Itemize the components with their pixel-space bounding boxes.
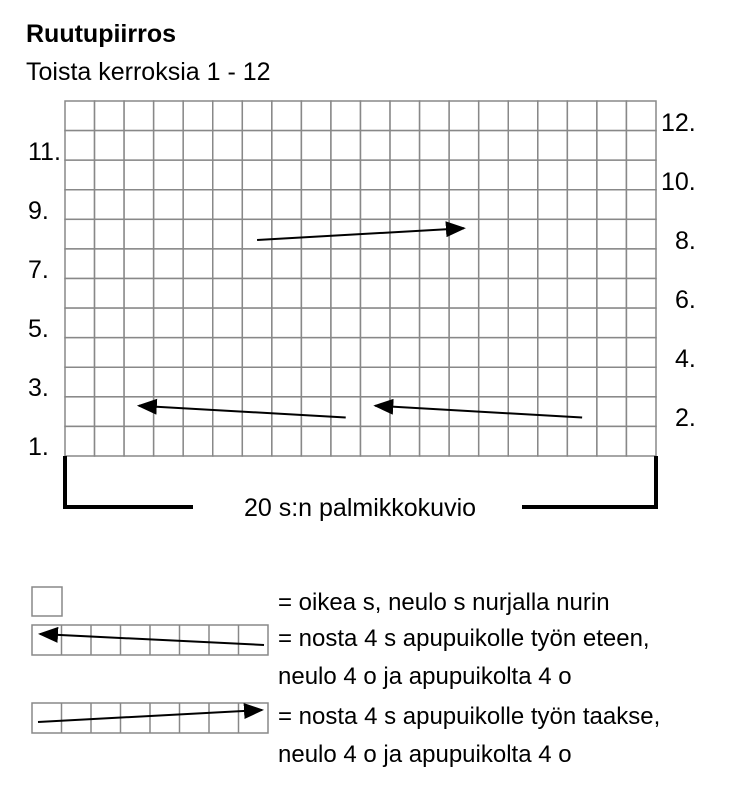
grid-cell xyxy=(95,131,125,161)
grid-cell xyxy=(95,160,125,190)
grid-cell xyxy=(508,249,538,279)
grid-cell xyxy=(420,249,450,279)
grid-cell xyxy=(508,219,538,249)
grid-cell xyxy=(301,279,331,309)
grid-cell xyxy=(95,190,125,220)
grid-cell xyxy=(479,426,509,456)
grid-cell xyxy=(420,219,450,249)
grid-cell xyxy=(272,190,302,220)
grid-cell xyxy=(183,131,213,161)
grid-cell xyxy=(449,160,479,190)
grid-cell xyxy=(567,249,597,279)
grid-cell xyxy=(538,190,568,220)
row-label-1: 1. xyxy=(28,433,49,461)
grid-cell xyxy=(420,279,450,309)
grid-cell xyxy=(626,160,656,190)
grid-cell xyxy=(626,367,656,397)
grid-cell xyxy=(183,308,213,338)
legend-cable-right-icon xyxy=(32,703,268,733)
grid-cell xyxy=(301,249,331,279)
grid-cell xyxy=(95,426,125,456)
grid-cell xyxy=(597,308,627,338)
grid-cell xyxy=(390,367,420,397)
grid-cell xyxy=(124,249,154,279)
grid-cell xyxy=(183,426,213,456)
grid-cell xyxy=(449,131,479,161)
grid-cell xyxy=(361,308,391,338)
grid-cell xyxy=(65,190,95,220)
chart-title: Ruutupiirros xyxy=(26,20,176,48)
grid-cell xyxy=(538,397,568,427)
grid-cell xyxy=(508,367,538,397)
grid-cell xyxy=(272,338,302,368)
grid-cell xyxy=(95,101,125,131)
grid-cell xyxy=(508,426,538,456)
grid-cell xyxy=(272,397,302,427)
grid-cell xyxy=(538,308,568,338)
grid-cell xyxy=(361,279,391,309)
grid-cell xyxy=(242,367,272,397)
grid-cell xyxy=(65,101,95,131)
grid-cell xyxy=(449,279,479,309)
grid-cell xyxy=(65,249,95,279)
grid-cell xyxy=(597,249,627,279)
grid-cell xyxy=(449,367,479,397)
grid-cell xyxy=(390,160,420,190)
grid-cell xyxy=(65,397,95,427)
grid-cell xyxy=(508,190,538,220)
grid-cell xyxy=(95,367,125,397)
grid-cell xyxy=(213,249,243,279)
grid-cell xyxy=(626,219,656,249)
grid-cell xyxy=(567,190,597,220)
grid-cell xyxy=(124,160,154,190)
grid-cell xyxy=(508,101,538,131)
grid-cell xyxy=(538,101,568,131)
grid-cell xyxy=(597,338,627,368)
grid-cell xyxy=(65,367,95,397)
legend-knit-text: = oikea s, neulo s nurjalla nurin xyxy=(278,589,610,616)
chart-subtitle: Toista kerroksia 1 - 12 xyxy=(26,58,271,86)
grid-cell xyxy=(626,249,656,279)
grid-cell xyxy=(301,308,331,338)
grid-cell xyxy=(213,308,243,338)
grid-cell xyxy=(65,160,95,190)
grid-cell xyxy=(183,397,213,427)
grid-cell xyxy=(183,219,213,249)
grid-cell xyxy=(154,101,184,131)
legend-cable-left-icon xyxy=(32,625,268,655)
grid-cell xyxy=(597,160,627,190)
grid-cell xyxy=(479,279,509,309)
grid-cell xyxy=(242,338,272,368)
grid-cell xyxy=(597,279,627,309)
grid-cell xyxy=(479,101,509,131)
grid-cell xyxy=(272,219,302,249)
grid-cell xyxy=(420,131,450,161)
grid-cell xyxy=(449,219,479,249)
grid-cell xyxy=(449,101,479,131)
grid-cell xyxy=(301,101,331,131)
grid-cell xyxy=(626,338,656,368)
grid-cell xyxy=(361,190,391,220)
grid-cell xyxy=(124,367,154,397)
grid-cell xyxy=(331,338,361,368)
grid-cell xyxy=(272,249,302,279)
grid-cell xyxy=(420,101,450,131)
grid-cell xyxy=(449,249,479,279)
grid-cell xyxy=(449,338,479,368)
grid-cell xyxy=(213,101,243,131)
grid-cell xyxy=(213,279,243,309)
grid-cell xyxy=(95,249,125,279)
grid-cell xyxy=(301,190,331,220)
grid-cell xyxy=(420,426,450,456)
grid-cell xyxy=(242,426,272,456)
grid-cell xyxy=(124,308,154,338)
grid-cell xyxy=(183,101,213,131)
grid-cell xyxy=(567,279,597,309)
grid-cell xyxy=(508,160,538,190)
legend-cable-right-text-2: neulo 4 o ja apupuikolta 4 o xyxy=(278,741,572,768)
grid-cell xyxy=(154,131,184,161)
grid-cell xyxy=(597,131,627,161)
grid-cell xyxy=(65,308,95,338)
grid-cell xyxy=(567,367,597,397)
grid-cell xyxy=(361,367,391,397)
grid-cell xyxy=(65,279,95,309)
grid-cell xyxy=(242,279,272,309)
grid-cell xyxy=(331,249,361,279)
grid-cell xyxy=(361,338,391,368)
grid-cell xyxy=(154,219,184,249)
grid-cell xyxy=(154,160,184,190)
grid-cell xyxy=(124,338,154,368)
grid-cell xyxy=(213,131,243,161)
grid-cell xyxy=(272,279,302,309)
grid-cell xyxy=(272,131,302,161)
grid-cell xyxy=(508,131,538,161)
grid-cell xyxy=(65,219,95,249)
grid-cell xyxy=(301,367,331,397)
grid-cell xyxy=(124,131,154,161)
grid-cell xyxy=(301,219,331,249)
grid-cell xyxy=(597,397,627,427)
legend-knit-square-icon xyxy=(32,587,62,616)
grid-cell xyxy=(479,338,509,368)
grid-cell xyxy=(390,397,420,427)
grid-cell xyxy=(508,397,538,427)
grid-cell xyxy=(183,367,213,397)
grid-cell xyxy=(538,131,568,161)
grid-cell xyxy=(154,426,184,456)
grid-cell xyxy=(272,367,302,397)
grid-cell xyxy=(331,190,361,220)
grid-cell xyxy=(390,101,420,131)
grid-cell xyxy=(538,219,568,249)
grid-cell xyxy=(124,190,154,220)
grid-cell xyxy=(272,426,302,456)
grid-cell xyxy=(567,338,597,368)
grid-cell xyxy=(242,190,272,220)
grid-cell xyxy=(479,367,509,397)
grid-cell xyxy=(301,397,331,427)
grid-cell xyxy=(479,190,509,220)
grid-cell xyxy=(449,190,479,220)
grid-cell xyxy=(301,338,331,368)
grid-cell xyxy=(301,160,331,190)
row-label-5: 5. xyxy=(28,315,49,343)
grid-cell xyxy=(390,190,420,220)
grid-cell xyxy=(242,249,272,279)
grid-cell xyxy=(124,101,154,131)
grid-cell xyxy=(242,308,272,338)
row-label-7: 7. xyxy=(28,256,49,284)
grid-cell xyxy=(508,338,538,368)
grid-cell xyxy=(567,219,597,249)
row-label-4: 4. xyxy=(675,345,696,373)
grid-cell xyxy=(331,397,361,427)
grid-cell xyxy=(331,308,361,338)
grid-cell xyxy=(361,101,391,131)
grid-cell xyxy=(479,131,509,161)
legend-cable-left-text-1: = nosta 4 s apupuikolle työn eteen, xyxy=(278,625,650,652)
grid-cell xyxy=(567,426,597,456)
right-bracket xyxy=(522,456,656,507)
grid-cell xyxy=(95,338,125,368)
grid-cell xyxy=(331,426,361,456)
grid-cell xyxy=(538,367,568,397)
legend-cable-left-text-2: neulo 4 o ja apupuikolta 4 o xyxy=(278,663,572,690)
grid-cell xyxy=(213,426,243,456)
grid-cell xyxy=(390,426,420,456)
grid-cell xyxy=(626,131,656,161)
grid-cell xyxy=(213,367,243,397)
row-label-8: 8. xyxy=(675,227,696,255)
grid-cell xyxy=(626,426,656,456)
grid-cell xyxy=(538,160,568,190)
grid-cell xyxy=(420,397,450,427)
grid-cell xyxy=(301,131,331,161)
grid-cell xyxy=(272,160,302,190)
grid-cell xyxy=(626,101,656,131)
grid-cell xyxy=(597,101,627,131)
grid-cell xyxy=(567,397,597,427)
grid-cell xyxy=(390,131,420,161)
grid-cell xyxy=(361,131,391,161)
grid-cell xyxy=(361,426,391,456)
grid-cell xyxy=(242,101,272,131)
grid-cell xyxy=(95,308,125,338)
grid-cell xyxy=(597,190,627,220)
grid-cell xyxy=(154,308,184,338)
grid-cell xyxy=(213,219,243,249)
grid-cell xyxy=(390,338,420,368)
grid-cell xyxy=(242,160,272,190)
grid-cell xyxy=(124,426,154,456)
grid-cell xyxy=(124,279,154,309)
grid-cell xyxy=(331,131,361,161)
grid-cell xyxy=(420,190,450,220)
grid-cell xyxy=(390,279,420,309)
grid-cell xyxy=(567,308,597,338)
grid-cell xyxy=(479,219,509,249)
stitch-pattern-label: 20 s:n palmikkokuvio xyxy=(243,494,477,522)
grid-cell xyxy=(420,367,450,397)
grid-cell xyxy=(95,397,125,427)
grid-cell xyxy=(567,101,597,131)
grid-cell xyxy=(95,279,125,309)
row-label-11: 11. xyxy=(28,138,61,166)
grid-cell xyxy=(124,397,154,427)
grid-cell xyxy=(626,308,656,338)
grid-cell xyxy=(597,426,627,456)
grid-cell xyxy=(213,190,243,220)
row-label-2: 2. xyxy=(675,404,696,432)
grid-cell xyxy=(183,338,213,368)
grid-cell xyxy=(154,190,184,220)
grid-cell xyxy=(331,367,361,397)
grid-cell xyxy=(567,160,597,190)
grid-cell xyxy=(597,219,627,249)
grid-cell xyxy=(626,279,656,309)
grid-cell xyxy=(213,338,243,368)
grid-cell xyxy=(361,397,391,427)
grid-cell xyxy=(242,131,272,161)
left-bracket xyxy=(65,456,193,507)
grid-cell xyxy=(390,249,420,279)
grid-cell xyxy=(508,279,538,309)
grid-cell xyxy=(183,249,213,279)
grid-cell xyxy=(154,367,184,397)
grid-cell xyxy=(626,190,656,220)
grid-cell xyxy=(420,338,450,368)
grid-cell xyxy=(538,279,568,309)
grid-cell xyxy=(154,338,184,368)
grid-cell xyxy=(213,160,243,190)
grid-cell xyxy=(65,338,95,368)
grid-cell xyxy=(390,219,420,249)
grid-cell xyxy=(65,131,95,161)
grid-cell xyxy=(183,160,213,190)
grid-cell xyxy=(538,426,568,456)
row-label-9: 9. xyxy=(28,197,49,225)
grid-cell xyxy=(420,308,450,338)
grid-cell xyxy=(331,160,361,190)
grid-cell xyxy=(331,101,361,131)
grid-cell xyxy=(449,308,479,338)
grid-cell xyxy=(626,397,656,427)
row-label-10: 10. xyxy=(661,168,696,196)
grid-cell xyxy=(479,249,509,279)
grid-cell xyxy=(479,160,509,190)
grid-cell xyxy=(479,308,509,338)
grid-cell xyxy=(449,426,479,456)
grid-cell xyxy=(272,101,302,131)
grid-cell xyxy=(154,397,184,427)
grid-cell xyxy=(242,219,272,249)
grid-cell xyxy=(154,279,184,309)
row-label-3: 3. xyxy=(28,374,49,402)
grid-cell xyxy=(183,190,213,220)
grid-cell xyxy=(272,308,302,338)
grid-cell xyxy=(301,426,331,456)
grid-cell xyxy=(390,308,420,338)
grid-cell xyxy=(567,131,597,161)
grid-cell xyxy=(124,219,154,249)
grid-cell xyxy=(361,160,391,190)
grid-cell xyxy=(538,249,568,279)
grid-cell xyxy=(65,426,95,456)
grid-cell xyxy=(361,249,391,279)
grid-cell xyxy=(95,219,125,249)
chart-grid xyxy=(65,101,656,456)
grid-cell xyxy=(154,249,184,279)
grid-cell xyxy=(597,367,627,397)
row-label-6: 6. xyxy=(675,286,696,314)
grid-cell xyxy=(508,308,538,338)
legend-cable-right-text-1: = nosta 4 s apupuikolle työn taakse, xyxy=(278,703,661,730)
grid-cell xyxy=(538,338,568,368)
row-label-12: 12. xyxy=(661,109,696,137)
grid-cell xyxy=(331,279,361,309)
grid-cell xyxy=(420,160,450,190)
grid-cell xyxy=(183,279,213,309)
